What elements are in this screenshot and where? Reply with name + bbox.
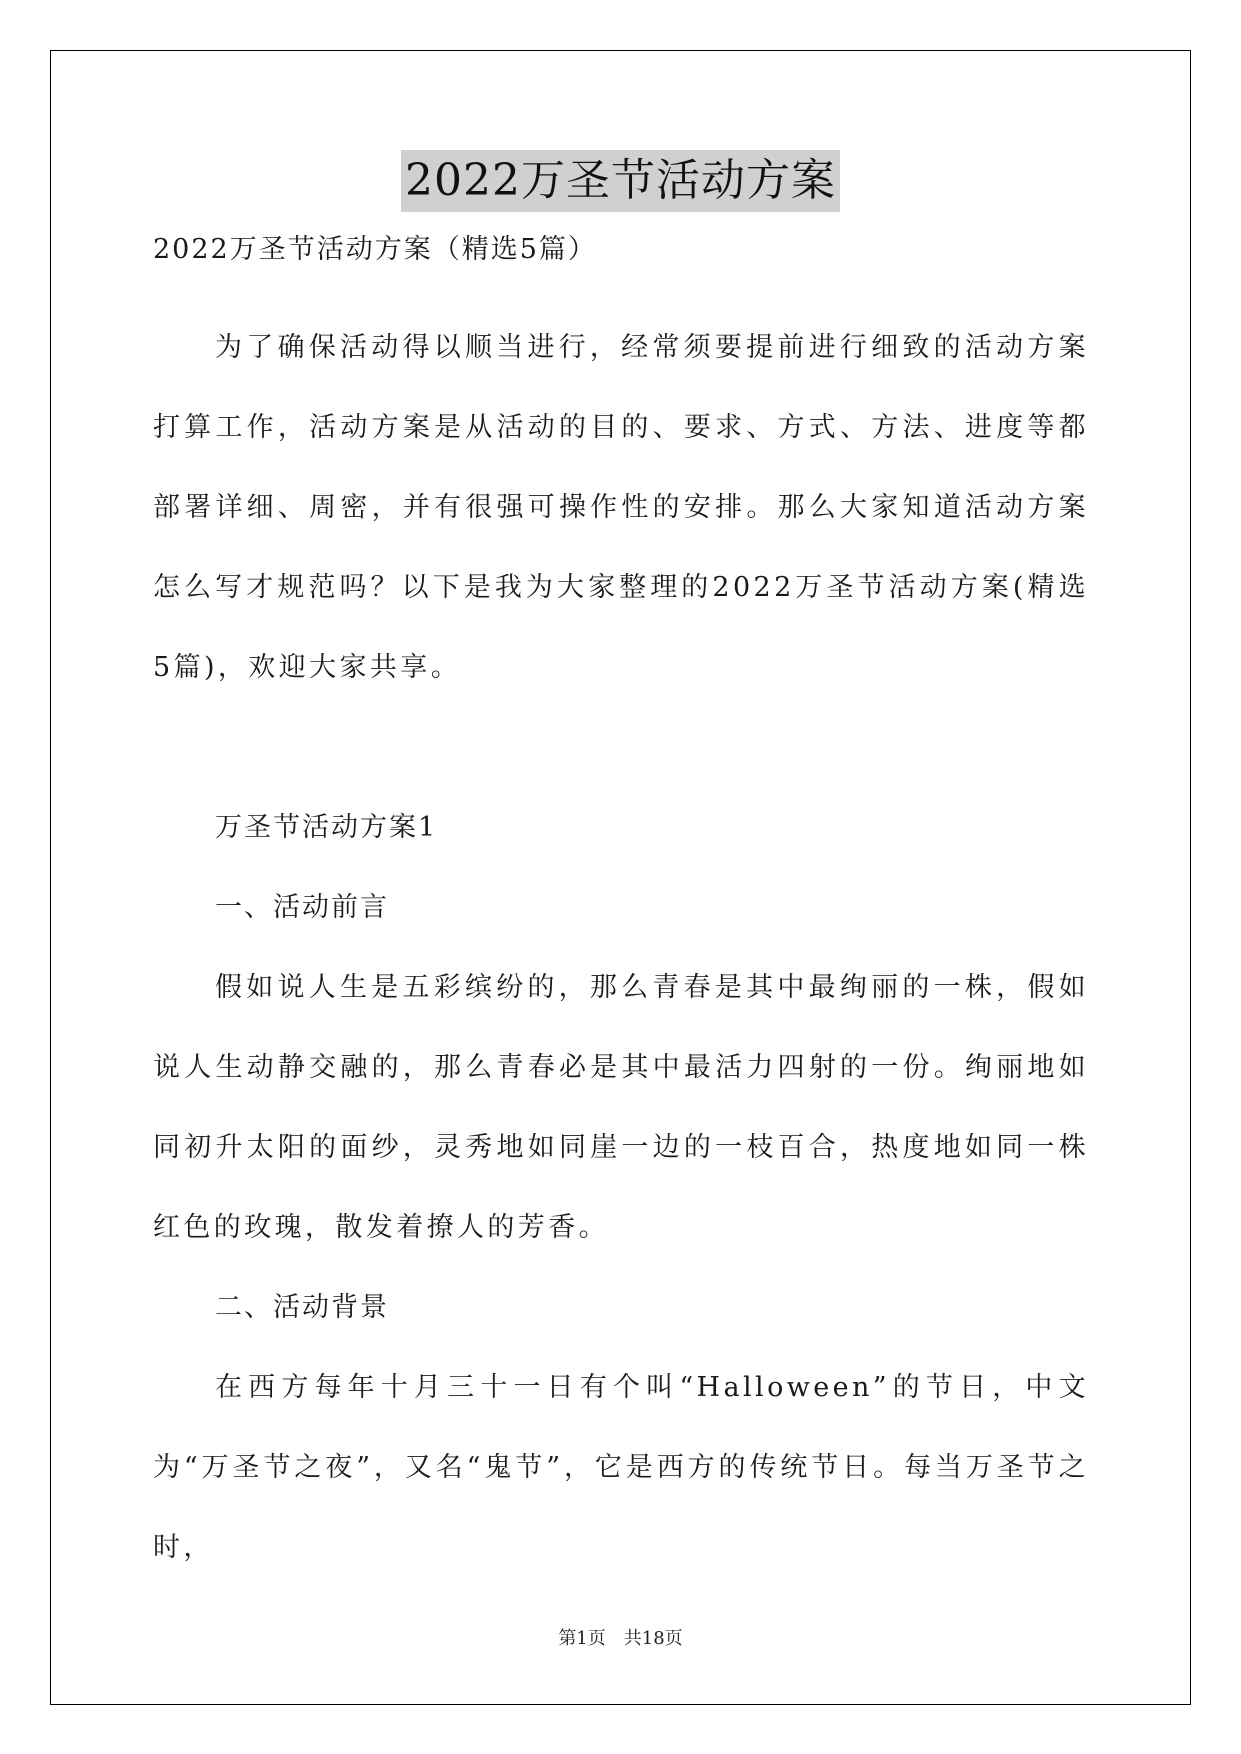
title-container bbox=[0, 150, 1241, 212]
page-number: 第1页 bbox=[558, 1628, 606, 1649]
part-one-paragraph: 假如说人生是五彩缤纷的，那么青春是其中最绚丽的一株，假如说人生动静交融的，那么青春必是其中最活力四射的一份。绚丽地如同初升太阳的面纱，灵秀地如同崖一边的一枝百合，热度地如同一株红色的玫瑰，散发着撩人的芳香。 bbox=[153, 972, 1089, 1243]
document-title: 2022万圣节活动方案 bbox=[401, 150, 840, 212]
part-two-heading: 二、活动背景 bbox=[215, 1292, 389, 1323]
page-footer bbox=[0, 1627, 1241, 1651]
document-subtitle: 2022万圣节活动方案（精选5篇） bbox=[153, 234, 597, 265]
section-spacer bbox=[153, 708, 1089, 788]
part-one-heading: 一、活动前言 bbox=[215, 892, 389, 923]
page-total: 共18页 bbox=[623, 1628, 683, 1649]
section-title: 万圣节活动方案1 bbox=[215, 812, 438, 843]
intro-paragraph: 为了确保活动得以顺当进行，经常须要提前进行细致的活动方案打算工作，活动方案是从活动的目的、要求、方式、方法、进度等都部署详细、周密，并有很强可操作性的安排。那么大家知道活动方案怎么写才规范吗？以下是我为大家整理的2022万圣节活动方案(精选5篇)，欢迎大家共享。 bbox=[153, 332, 1089, 683]
part-two-paragraph: 在西方每年十月三十一日有个叫“Halloween”的节日，中文为“万圣节之夜”，又名“鬼节”，它是西方的传统节日。每当万圣节之时， bbox=[153, 1372, 1089, 1563]
document-body bbox=[153, 230, 1089, 1588]
